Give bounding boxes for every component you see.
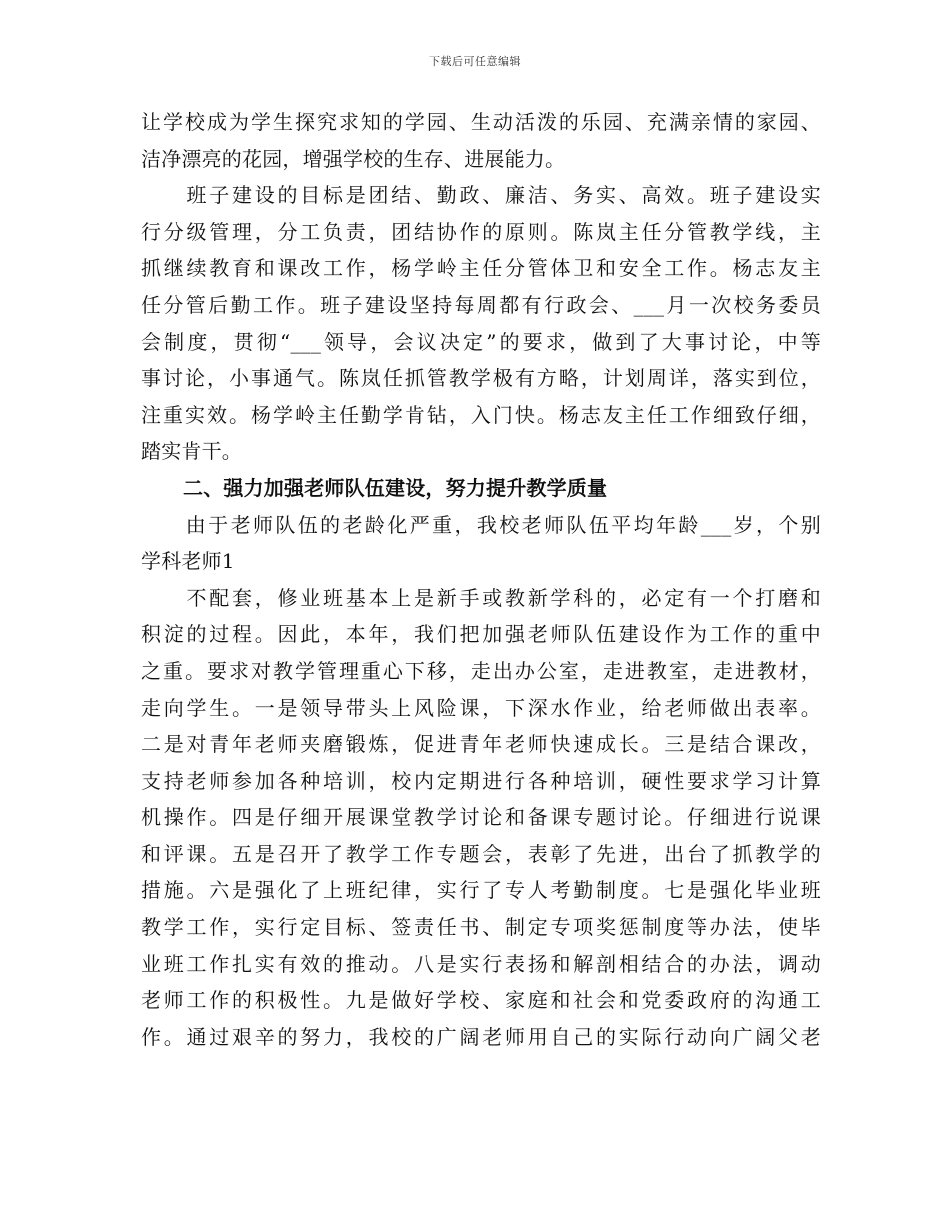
section-heading: 二、强力加强老师队伍建设，努力提升教学质量: [183, 475, 608, 500]
text-line: 事讨论，小事通气。陈岚任抓管教学极有方略，计划周详，落实到位，: [141, 366, 821, 391]
text-line: 和评课。五是召开了教学工作专题会，表彰了先进，出台了抓教学的: [141, 841, 821, 866]
text-line: 洁净漂亮的花园，增强学校的生存、进展能力。: [141, 146, 566, 171]
text-line: 支持老师参加各种培训，校内定期进行各种培训，硬性要求学习计算: [141, 768, 821, 793]
text-line: 踏实肯干。: [141, 439, 242, 464]
text-line: 积淀的过程。因此，本年，我们把加强老师队伍建设作为工作的重中: [141, 622, 821, 647]
text-line: 之重。要求对教学管理重心下移，走出办公室，走进教室，走进教材，: [141, 658, 821, 683]
text-line: 班子建设的目标是团结、勤政、廉洁、务实、高效。班子建设实: [141, 183, 821, 208]
document-body: [141, 104, 821, 1055]
text-line: 措施。六是强化了上班纪律，实行了专人考勤制度。七是强化毕业班: [141, 878, 821, 903]
text-line: 行分级管理，分工负责，团结协作的原则。陈岚主任分管教学线，主: [141, 219, 821, 244]
text-line: 学科老师1: [141, 549, 235, 574]
text-line: 任分管后勤工作。班子建设坚持每周都有行政会、___月一次校务委员: [141, 292, 821, 317]
page-header: 下载后可任意编辑: [429, 55, 521, 68]
text-line: 老师工作的积极性。九是做好学校、家庭和社会和党委政府的沟通工: [141, 988, 821, 1013]
text-line: 业班工作扎实有效的推动。八是实行表扬和解剖相结合的办法，调动: [141, 951, 821, 976]
text-line: 走向学生。一是领导带头上风险课，下深水作业，给老师做出表率。: [141, 695, 821, 720]
text-line: 让学校成为学生探究求知的学园、生动活泼的乐园、充满亲情的家园、: [141, 110, 821, 134]
text-line: 机操作。四是仔细开展课堂教学讨论和备课专题讨论。仔细进行说课: [141, 805, 821, 830]
text-line: 不配套，修业班基本上是新手或教新学科的，必定有一个打磨和: [141, 585, 821, 610]
text-line: 二是对青年老师夹磨锻炼，促进青年老师快速成长。三是结合课改，: [141, 732, 821, 757]
text-line: 抓继续教育和课改工作，杨学岭主任分管体卫和安全工作。杨志友主: [141, 256, 821, 281]
text-line: 会制度，贯彻“___领导，会议决定”的要求，做到了大事讨论，中等: [141, 329, 821, 354]
text-line: 作。通过艰辛的努力，我校的广阔老师用自己的实际行动向广阔父老: [141, 1024, 821, 1049]
text-line: 由于老师队伍的老龄化严重，我校老师队伍平均年龄___岁，个别: [141, 512, 821, 537]
text-line: 教学工作，实行定目标、签责任书、制定专项奖惩制度等办法，使毕: [141, 915, 821, 940]
text-line: 注重实效。杨学岭主任勤学肯钻，入门快。杨志友主任工作细致仔细，: [141, 402, 821, 427]
